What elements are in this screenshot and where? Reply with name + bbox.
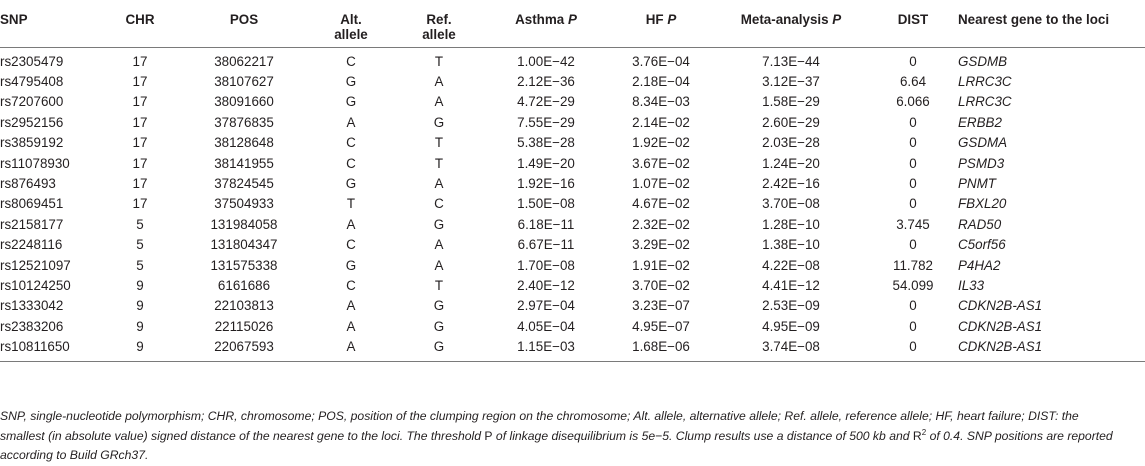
cell-dist: 54.099: [892, 277, 934, 293]
cell-asthma-p: 7.55E−29: [517, 114, 575, 130]
header-ref-allele: [394, 4, 484, 47]
cell-hf-p: 1.92E−02: [632, 135, 690, 151]
cell-chr: 17: [132, 175, 148, 191]
cell-alt-allele: A: [346, 298, 356, 314]
table-row: [0, 317, 1145, 337]
table-row: [0, 194, 1145, 214]
header-meta-p: [714, 4, 868, 47]
cell-chr: 17: [132, 196, 148, 212]
cell-chr: 17: [132, 73, 148, 89]
footnote-p-symbol: P: [484, 428, 493, 443]
cell-snp: rs876493: [0, 175, 56, 191]
cell-dist: 0: [909, 318, 917, 334]
cell-chr: 17: [132, 135, 148, 151]
cell-dist: 0: [909, 155, 917, 171]
cell-snp: rs2158177: [0, 216, 64, 232]
cell-pos: 131984058: [210, 216, 278, 232]
footnote-r-superscript: 2: [921, 427, 927, 437]
cell-hf-p: 2.32E−02: [632, 216, 690, 232]
cell-pos: 38128648: [214, 135, 274, 151]
cell-asthma-p: 6.18E−11: [517, 216, 575, 232]
cell-snp: rs2248116: [0, 237, 63, 253]
cell-chr: 17: [132, 94, 148, 110]
cell-dist: 0: [909, 196, 917, 212]
cell-meta-p: 2.60E−29: [762, 114, 820, 130]
table-row: [0, 47, 1145, 72]
cell-asthma-p: 4.05E−04: [517, 318, 575, 334]
cell-meta-p: 4.22E−08: [762, 257, 820, 273]
header-asthma-p-symbol: P: [567, 12, 577, 27]
header-asthma-label: Asthma: [515, 12, 568, 27]
header-hf-label: HF: [645, 12, 668, 27]
cell-hf-p: 1.91E−02: [632, 257, 690, 273]
cell-meta-p: 4.41E−12: [762, 277, 820, 293]
cell-chr: 17: [132, 114, 148, 130]
cell-alt-allele: A: [346, 216, 356, 232]
cell-meta-p: 4.95E−09: [762, 318, 820, 334]
cell-alt-allele: G: [345, 175, 357, 191]
cell-ref-allele: G: [433, 216, 445, 232]
cell-hf-p: 8.34E−03: [632, 94, 690, 110]
cell-asthma-p: 5.38E−28: [517, 135, 575, 151]
cell-chr: 9: [100, 337, 180, 361]
table-row: [0, 235, 1145, 255]
cell-asthma-p: 2.40E−12: [517, 277, 575, 293]
cell-asthma-p: 1.70E−08: [517, 257, 575, 273]
cell-pos: 38107627: [214, 73, 274, 89]
cell-dist: 0: [909, 135, 917, 151]
header-alt-line2: allele: [334, 27, 368, 42]
cell-ref-allele: A: [434, 175, 444, 191]
cell-asthma-p: 1.92E−16: [517, 175, 575, 191]
cell-asthma-p: 4.72E−29: [517, 94, 575, 110]
cell-chr: 9: [136, 298, 144, 314]
table-row: [0, 154, 1145, 174]
cell-pos: 131575338: [210, 257, 278, 273]
table-row: [0, 92, 1145, 112]
cell-meta-p: 2.53E−09: [762, 298, 820, 314]
header-alt-allele: [308, 4, 394, 47]
cell-asthma-p: 2.97E−04: [517, 298, 575, 314]
cell-dist: 0: [909, 114, 917, 130]
table-header-row: [0, 4, 1145, 47]
cell-asthma-p: 1.15E−03: [484, 337, 608, 361]
cell-nearest-gene: PNMT: [958, 175, 996, 191]
cell-asthma-p: 2.12E−36: [517, 73, 575, 89]
cell-nearest-gene: GSDMA: [958, 135, 1008, 151]
cell-chr: 17: [132, 155, 148, 171]
cell-dist: 0: [909, 175, 917, 191]
cell-ref-allele: G: [394, 337, 484, 361]
header-nearest-gene: Nearest gene to the loci: [958, 4, 1145, 47]
footnote-text-3: of 0.4. SNP positions are reported according to Build GRch37.: [0, 428, 1113, 462]
cell-pos: 131804347: [210, 237, 278, 253]
cell-nearest-gene: C5orf56: [958, 237, 1006, 253]
cell-snp: rs8069451: [0, 196, 64, 212]
cell-meta-p: 1.28E−10: [762, 216, 820, 232]
header-pos: POS: [180, 4, 308, 47]
header-meta-p-symbol: P: [832, 12, 842, 27]
cell-hf-p: 3.29E−02: [632, 237, 690, 253]
cell-snp: rs2952156: [0, 114, 64, 130]
cell-pos: 38062217: [214, 53, 274, 69]
cell-hf-p: 2.18E−04: [632, 73, 690, 89]
cell-asthma-p: 6.67E−11: [517, 237, 575, 253]
cell-hf-p: 2.14E−02: [632, 114, 690, 130]
cell-alt-allele: T: [346, 196, 356, 212]
cell-nearest-gene: CDKN2B-AS1: [958, 337, 1145, 361]
cell-chr: 9: [136, 318, 144, 334]
cell-ref-allele: T: [434, 53, 444, 69]
cell-snp: rs1333042: [0, 298, 64, 314]
table-row: [0, 72, 1145, 92]
table-row: [0, 215, 1145, 235]
footnote-text-1: SNP, single-nucleotide polymorphism; CHR, chromosome; POS, position of the clumping region on the chromosome; Alt. allele, alternative allele; Ref. allele, reference allele; HF, heart failure; DIST: the smallest (in absolute value) signed distance of the nearest gene to the loci. The threshold: [0, 409, 1079, 443]
cell-dist: 6.64: [899, 73, 927, 89]
cell-hf-p: 4.67E−02: [632, 196, 690, 212]
header-ref-line1: Ref.: [426, 12, 452, 27]
cell-dist: 0: [909, 53, 917, 69]
cell-ref-allele: T: [434, 135, 444, 151]
cell-nearest-gene: PSMD3: [958, 155, 1005, 171]
table-row: [0, 276, 1145, 296]
cell-snp: rs10811650: [0, 337, 100, 361]
cell-ref-allele: T: [434, 277, 444, 293]
cell-nearest-gene: P4HA2: [958, 257, 1001, 273]
cell-nearest-gene: LRRC3C: [958, 73, 1012, 89]
cell-meta-p: 2.03E−28: [762, 135, 820, 151]
cell-pos: 38141955: [214, 155, 274, 171]
table-row: [0, 256, 1145, 276]
cell-nearest-gene: IL33: [958, 277, 985, 293]
cell-chr: 5: [136, 237, 144, 253]
cell-pos: 37876835: [214, 114, 274, 130]
cell-alt-allele: A: [346, 318, 356, 334]
header-meta-label: Meta-analysis: [740, 12, 833, 27]
cell-alt-allele: C: [346, 155, 356, 171]
header-hf-p-symbol: P: [667, 12, 677, 27]
cell-ref-allele: A: [434, 257, 444, 273]
cell-pos: 37824545: [214, 175, 274, 191]
cell-dist: 0: [909, 237, 917, 253]
cell-alt-allele: C: [346, 135, 356, 151]
cell-asthma-p: 1.00E−42: [517, 53, 575, 69]
cell-ref-allele: A: [434, 73, 444, 89]
cell-ref-allele: C: [434, 196, 444, 212]
cell-nearest-gene: GSDMB: [958, 53, 1008, 69]
header-hf-p: [608, 4, 714, 47]
cell-meta-p: 2.42E−16: [762, 175, 820, 191]
cell-chr: 9: [136, 277, 144, 293]
cell-chr: 17: [132, 53, 148, 69]
cell-hf-p: 3.23E−07: [632, 298, 690, 314]
cell-chr: 5: [136, 216, 144, 232]
cell-snp: rs2305479: [0, 53, 64, 69]
cell-dist: 0: [868, 337, 958, 361]
cell-meta-p: 1.38E−10: [762, 237, 820, 253]
cell-pos: 38091660: [214, 94, 274, 110]
cell-meta-p: 1.24E−20: [762, 155, 820, 171]
table-row: [0, 337, 1145, 361]
cell-ref-allele: G: [433, 318, 445, 334]
cell-hf-p: 1.68E−06: [608, 337, 714, 361]
cell-hf-p: 3.70E−02: [632, 277, 690, 293]
cell-meta-p: 3.74E−08: [714, 337, 868, 361]
cell-meta-p: 3.70E−08: [762, 196, 820, 212]
footnote-text-2: of linkage disequilibrium is 5e−5. Clump results use a distance of 500 kb and: [492, 428, 913, 443]
cell-chr: 5: [136, 257, 144, 273]
cell-nearest-gene: FBXL20: [958, 196, 1007, 212]
header-dist: DIST: [868, 4, 958, 47]
cell-meta-p: 1.58E−29: [762, 94, 820, 110]
table-row: [0, 174, 1145, 194]
cell-hf-p: 3.67E−02: [632, 155, 690, 171]
cell-hf-p: 1.07E−02: [632, 175, 690, 191]
cell-pos: 6161686: [217, 277, 271, 293]
cell-alt-allele: G: [345, 94, 357, 110]
cell-ref-allele: G: [433, 114, 445, 130]
cell-alt-allele: A: [308, 337, 394, 361]
cell-dist: 6.066: [896, 94, 930, 110]
cell-pos: 37504933: [214, 196, 274, 212]
cell-dist: 0: [909, 298, 917, 314]
footnote-r-symbol: R: [912, 428, 922, 443]
table-row: [0, 296, 1145, 316]
cell-pos: 22067593: [180, 337, 308, 361]
cell-nearest-gene: RAD50: [958, 216, 1002, 232]
cell-snp: rs7207600: [0, 94, 64, 110]
header-snp: SNP: [0, 4, 100, 47]
cell-alt-allele: C: [346, 277, 356, 293]
cell-dist: 11.782: [893, 257, 933, 273]
cell-nearest-gene: CDKN2B-AS1: [958, 318, 1043, 334]
cell-snp: rs3859192: [0, 135, 64, 151]
cell-snp: rs12521097: [0, 257, 71, 273]
cell-nearest-gene: ERBB2: [958, 114, 1002, 130]
cell-snp: rs4795408: [0, 73, 64, 89]
cell-snp: rs11078930: [0, 155, 70, 171]
header-alt-line1: Alt.: [340, 12, 362, 27]
cell-meta-p: 3.12E−37: [762, 73, 820, 89]
cell-pos: 22103813: [214, 298, 274, 314]
cell-alt-allele: A: [346, 114, 356, 130]
cell-alt-allele: C: [346, 237, 356, 253]
cell-ref-allele: T: [434, 155, 444, 171]
table-row: [0, 113, 1145, 133]
cell-asthma-p: 1.49E−20: [517, 155, 575, 171]
cell-ref-allele: G: [433, 298, 445, 314]
header-ref-line2: allele: [422, 27, 456, 42]
cell-hf-p: 3.76E−04: [632, 53, 690, 69]
cell-pos: 22115026: [214, 318, 274, 334]
cell-hf-p: 4.95E−07: [632, 318, 690, 334]
cell-asthma-p: 1.50E−08: [517, 196, 575, 212]
cell-meta-p: 7.13E−44: [762, 53, 820, 69]
cell-alt-allele: G: [345, 73, 357, 89]
snp-results-table: [0, 4, 1145, 362]
cell-dist: 3.745: [896, 216, 930, 232]
table-row: [0, 133, 1145, 153]
cell-snp: rs10124250: [0, 277, 71, 293]
cell-nearest-gene: LRRC3C: [958, 94, 1012, 110]
table-body: [0, 47, 1145, 361]
cell-nearest-gene: CDKN2B-AS1: [958, 298, 1043, 314]
cell-alt-allele: G: [345, 257, 357, 273]
cell-ref-allele: A: [434, 237, 444, 253]
cell-alt-allele: C: [346, 53, 356, 69]
cell-ref-allele: A: [434, 94, 444, 110]
header-asthma-p: [484, 4, 608, 47]
table-footnote: [0, 407, 1120, 466]
cell-snp: rs2383206: [0, 318, 64, 334]
header-chr: CHR: [100, 4, 180, 47]
